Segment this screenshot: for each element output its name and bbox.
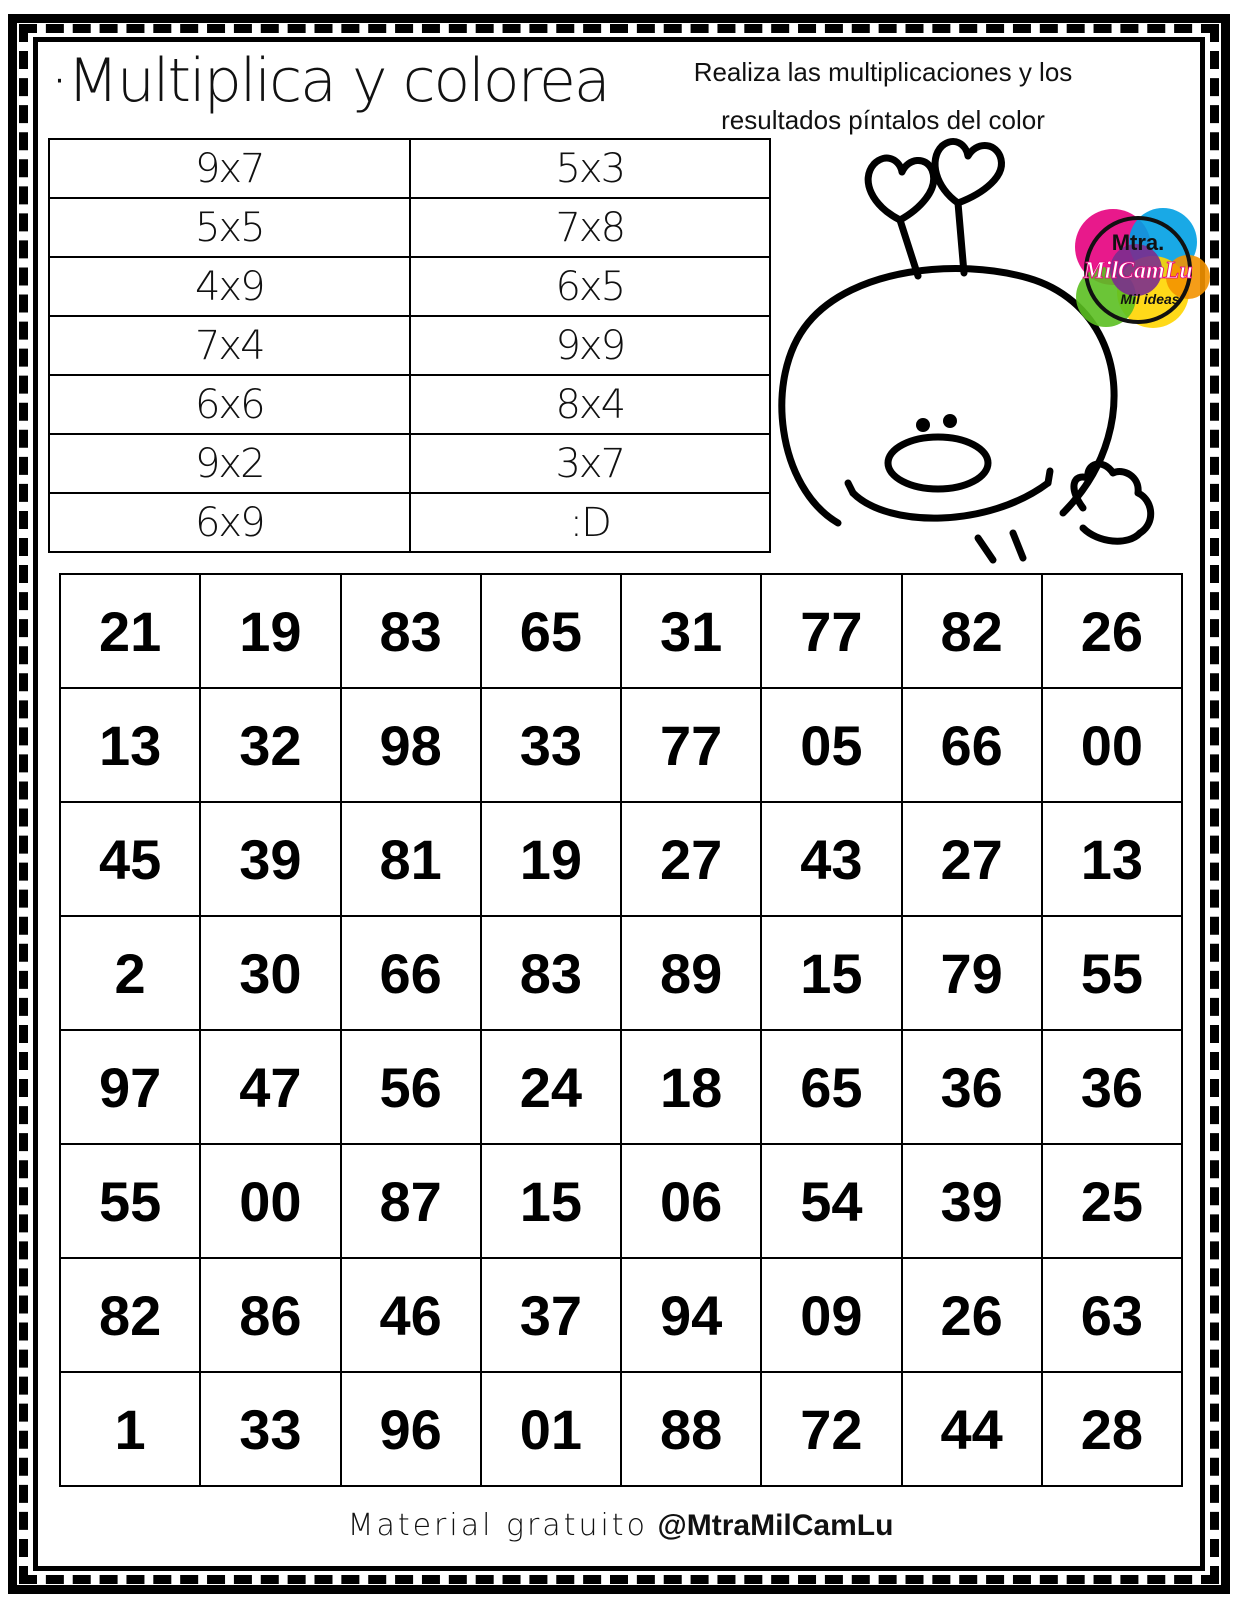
operation-cell: 9x9	[410, 316, 771, 375]
operations-row	[49, 257, 770, 316]
operation-cell: 8x4	[410, 375, 771, 434]
grid-cell[interactable]: 33	[200, 1372, 340, 1486]
grid-cell[interactable]: 18	[621, 1030, 761, 1144]
grid-cell[interactable]: 77	[621, 688, 761, 802]
grid-cell[interactable]: 82	[60, 1258, 200, 1372]
grid-cell[interactable]: 27	[621, 802, 761, 916]
grid-cell[interactable]: 39	[200, 802, 340, 916]
grid-cell[interactable]: 26	[902, 1258, 1042, 1372]
grid-cell[interactable]: 15	[761, 916, 901, 1030]
grid-cell[interactable]: 28	[1042, 1372, 1182, 1486]
grid-row	[60, 1030, 1182, 1144]
grid-cell[interactable]: 65	[481, 574, 621, 688]
grid-cell[interactable]: 81	[341, 802, 481, 916]
grid-cell[interactable]: 13	[60, 688, 200, 802]
antenna-right	[958, 203, 964, 273]
grid-cell[interactable]: 36	[902, 1030, 1042, 1144]
grid-cell[interactable]: 00	[200, 1144, 340, 1258]
grid-cell[interactable]: 15	[481, 1144, 621, 1258]
heart-antenna-icon	[935, 141, 1001, 203]
operation-cell: 3x7	[410, 434, 771, 493]
grid-cell[interactable]: 31	[621, 574, 761, 688]
grid-cell[interactable]: 86	[200, 1258, 340, 1372]
grid-row	[60, 1372, 1182, 1486]
grid-cell[interactable]: 83	[341, 574, 481, 688]
bug-hand	[1074, 464, 1151, 541]
grid-cell[interactable]: 27	[902, 802, 1042, 916]
grid-cell[interactable]: 72	[761, 1372, 901, 1486]
operation-cell: 5x3	[410, 139, 771, 198]
operations-table	[48, 138, 771, 553]
grid-cell[interactable]: 66	[902, 688, 1042, 802]
operation-cell: 5x5	[49, 198, 410, 257]
grid-cell[interactable]: 09	[761, 1258, 901, 1372]
operation-cell: 7x4	[49, 316, 410, 375]
footer	[0, 1508, 1241, 1543]
grid-cell[interactable]: 32	[200, 688, 340, 802]
operations-row	[49, 316, 770, 375]
grid-cell[interactable]: 24	[481, 1030, 621, 1144]
grid-cell[interactable]: 94	[621, 1258, 761, 1372]
grid-cell[interactable]: 98	[341, 688, 481, 802]
instructions-line-1: Realiza las multiplicaciones y los	[693, 57, 1073, 87]
footer-free-material: Material gratuito	[347, 1508, 648, 1543]
operations-row	[49, 198, 770, 257]
grid-cell[interactable]: 39	[902, 1144, 1042, 1258]
operation-cell: 6x5	[410, 257, 771, 316]
grid-cell[interactable]: 13	[1042, 802, 1182, 916]
grid-row	[60, 688, 1182, 802]
grid-cell[interactable]: 55	[60, 1144, 200, 1258]
grid-cell[interactable]: 33	[481, 688, 621, 802]
grid-row	[60, 574, 1182, 688]
antenna-left	[900, 220, 918, 276]
grid-cell[interactable]: 66	[341, 916, 481, 1030]
heart-antenna-icon	[868, 158, 934, 220]
grid-cell[interactable]: 46	[341, 1258, 481, 1372]
operations-row	[49, 434, 770, 493]
grid-cell[interactable]: 56	[341, 1030, 481, 1144]
grid-cell[interactable]: 54	[761, 1144, 901, 1258]
operations-row	[49, 139, 770, 198]
grid-row	[60, 916, 1182, 1030]
grid-cell[interactable]: 87	[341, 1144, 481, 1258]
grid-cell[interactable]: 25	[1042, 1144, 1182, 1258]
grid-cell[interactable]: 21	[60, 574, 200, 688]
grid-cell[interactable]: 97	[60, 1030, 200, 1144]
grid-cell[interactable]: 44	[902, 1372, 1042, 1486]
grid-cell[interactable]: 37	[481, 1258, 621, 1372]
numbers-grid	[59, 573, 1183, 1487]
logo-mtra-milcamlu	[1058, 192, 1218, 342]
operation-cell: 6x6	[49, 375, 410, 434]
grid-cell[interactable]: 19	[481, 802, 621, 916]
worksheet-title: ·Multiplica y colorea	[50, 46, 609, 116]
logo-line-2: MilCamLu	[1083, 258, 1193, 284]
operation-cell: 4x9	[49, 257, 410, 316]
grid-row	[60, 1258, 1182, 1372]
grid-cell[interactable]: 83	[481, 916, 621, 1030]
operation-cell: 7x8	[410, 198, 771, 257]
grid-row	[60, 802, 1182, 916]
grid-cell[interactable]: 63	[1042, 1258, 1182, 1372]
grid-cell[interactable]: 06	[621, 1144, 761, 1258]
grid-cell[interactable]: 96	[341, 1372, 481, 1486]
operation-cell: 9x2	[49, 434, 410, 493]
grid-cell[interactable]: 30	[200, 916, 340, 1030]
grid-cell[interactable]: 88	[621, 1372, 761, 1486]
operation-cell: 9x7	[49, 139, 410, 198]
logo-line-3: Mil ideas	[1120, 291, 1180, 307]
operations-row	[49, 375, 770, 434]
grid-cell[interactable]: 36	[1042, 1030, 1182, 1144]
grid-cell[interactable]: 43	[761, 802, 901, 916]
grid-cell[interactable]: 55	[1042, 916, 1182, 1030]
grid-cell[interactable]: 26	[1042, 574, 1182, 688]
grid-cell[interactable]: 77	[761, 574, 901, 688]
footer-handle: @MtraMilCamLu	[657, 1509, 894, 1542]
instructions-line-2: resultados píntalos del color	[721, 105, 1045, 135]
grid-cell[interactable]: 79	[902, 916, 1042, 1030]
grid-cell[interactable]: 05	[761, 688, 901, 802]
grid-cell[interactable]: 1	[60, 1372, 200, 1486]
grid-row	[60, 1144, 1182, 1258]
operation-cell: :D	[410, 493, 771, 552]
grid-cell[interactable]: 82	[902, 574, 1042, 688]
operations-row	[49, 493, 770, 552]
grid-cell[interactable]: 45	[60, 802, 200, 916]
grid-cell[interactable]: 00	[1042, 688, 1182, 802]
grid-cell[interactable]: 89	[621, 916, 761, 1030]
grid-cell[interactable]: 19	[200, 574, 340, 688]
grid-cell[interactable]: 2	[60, 916, 200, 1030]
logo-line-1: Mtra.	[1111, 230, 1165, 255]
grid-cell[interactable]: 47	[200, 1030, 340, 1144]
operation-cell: 6x9	[49, 493, 410, 552]
grid-cell[interactable]: 01	[481, 1372, 621, 1486]
grid-cell[interactable]: 65	[761, 1030, 901, 1144]
